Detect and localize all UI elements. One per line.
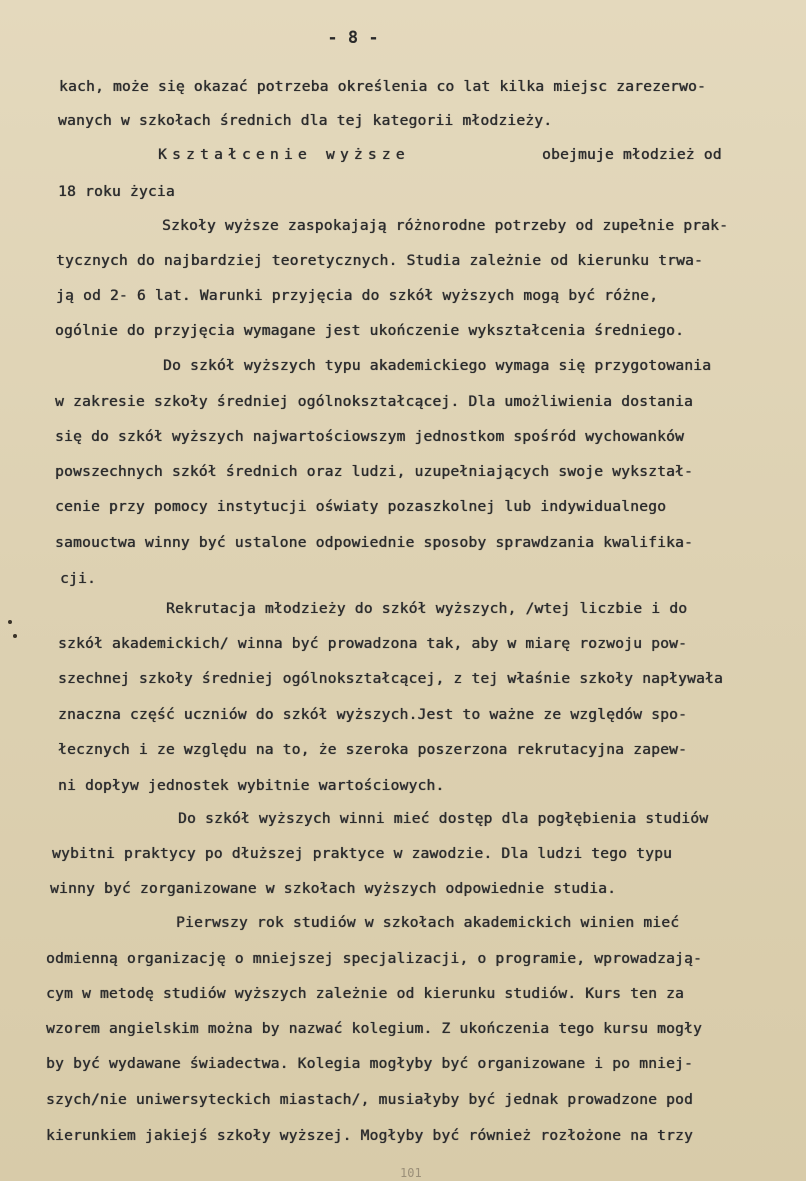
- text-line: szych/nie uniwersyteckich miastach/, musiałyby być jednak prowadzone pod: [46, 1091, 694, 1108]
- text-line: 18 roku życia: [58, 183, 175, 200]
- text-line: kach, może się okazać potrzeba określenia co lat kilka miejsc zarezerwo-: [59, 78, 707, 95]
- text-line: Szkoły wyższe zaspokajają różnorodne potrzeby od zupełnie prak-: [162, 217, 729, 234]
- text-line: wanych w szkołach średnich dla tej kategorii młodzieży.: [58, 112, 553, 129]
- text-line: łecznych i ze względu na to, że szeroka poszerzona rekrutacyjna zapew-: [58, 741, 688, 758]
- text-line: odmienną organizację o mniejszej specjalizacji, o programie, wprowadzają-: [46, 950, 702, 967]
- section-heading: Kształcenie wyższe: [158, 146, 410, 163]
- text-line: w zakresie szkoły średniej ogólnokształcącej. Dla umożliwienia dostania: [55, 393, 694, 410]
- text-line: cenie przy pomocy instytucji oświaty pozaszkolnej lub indywidualnego: [55, 498, 667, 515]
- text-line: kierunkiem jakiejś szkoły wyższej. Mogłyby być również rozłożone na trzy: [46, 1127, 694, 1144]
- text-line: szechnej szkoły średniej ogólnokształcącej, z tej właśnie szkoły napływała: [58, 670, 723, 687]
- page-number: - 8 -: [327, 28, 379, 48]
- text-line: Do szkół wyższych winni mieć dostęp dla pogłębienia studiów: [178, 810, 709, 827]
- text-line: winny być zorganizowane w szkołach wyższych odpowiednie studia.: [50, 880, 617, 897]
- punch-hole-mark: [8, 620, 12, 624]
- text-line: samouctwa winny być ustalone odpowiednie sposoby sprawdzania kwalifika-: [55, 534, 694, 551]
- text-line: Rekrutacja młodzieży do szkół wyższych, /wtej liczbie i do: [166, 600, 688, 617]
- text-line: ją od 2- 6 lat. Warunki przyjęcia do szkół wyższych mogą być różne,: [56, 287, 659, 304]
- text-line: cym w metodę studiów wyższych zależnie od kierunku studiów. Kurs ten za: [46, 985, 685, 1002]
- text-line: ogólnie do przyjęcia wymagane jest ukończenie wykształcenia średniego.: [55, 322, 685, 339]
- text-line: obejmuje młodzież od: [542, 146, 722, 163]
- text-line: Do szkół wyższych typu akademickiego wymaga się przygotowania: [163, 357, 712, 374]
- text-line: ni dopływ jednostek wybitnie wartościowych.: [58, 777, 445, 794]
- text-line: znaczna część uczniów do szkół wyższych.Jest to ważne ze względów spo-: [58, 706, 688, 723]
- footer-mark: 101: [400, 1166, 422, 1180]
- text-line: wybitni praktycy po dłuższej praktyce w zawodzie. Dla ludzi tego typu: [52, 845, 673, 862]
- text-line: powszechnych szkół średnich oraz ludzi, uzupełniających swoje wykształ-: [55, 463, 694, 480]
- text-line: szkół akademickich/ winna być prowadzona tak, aby w miarę rozwoju pow-: [58, 635, 688, 652]
- text-line: cji.: [60, 570, 96, 587]
- punch-hole-mark: [13, 634, 17, 638]
- text-line: by być wydawane świadectwa. Kolegia mogłyby być organizowane i po mniej-: [46, 1055, 694, 1072]
- text-line: tycznych do najbardziej teoretycznych. Studia zależnie od kierunku trwa-: [56, 252, 704, 269]
- text-line: się do szkół wyższych najwartościowszym jednostkom spośród wychowanków: [55, 428, 685, 445]
- text-line: Pierwszy rok studiów w szkołach akademickich winien mieć: [176, 914, 680, 931]
- text-line: wzorem angielskim można by nazwać kolegium. Z ukończenia tego kursu mogły: [46, 1020, 702, 1037]
